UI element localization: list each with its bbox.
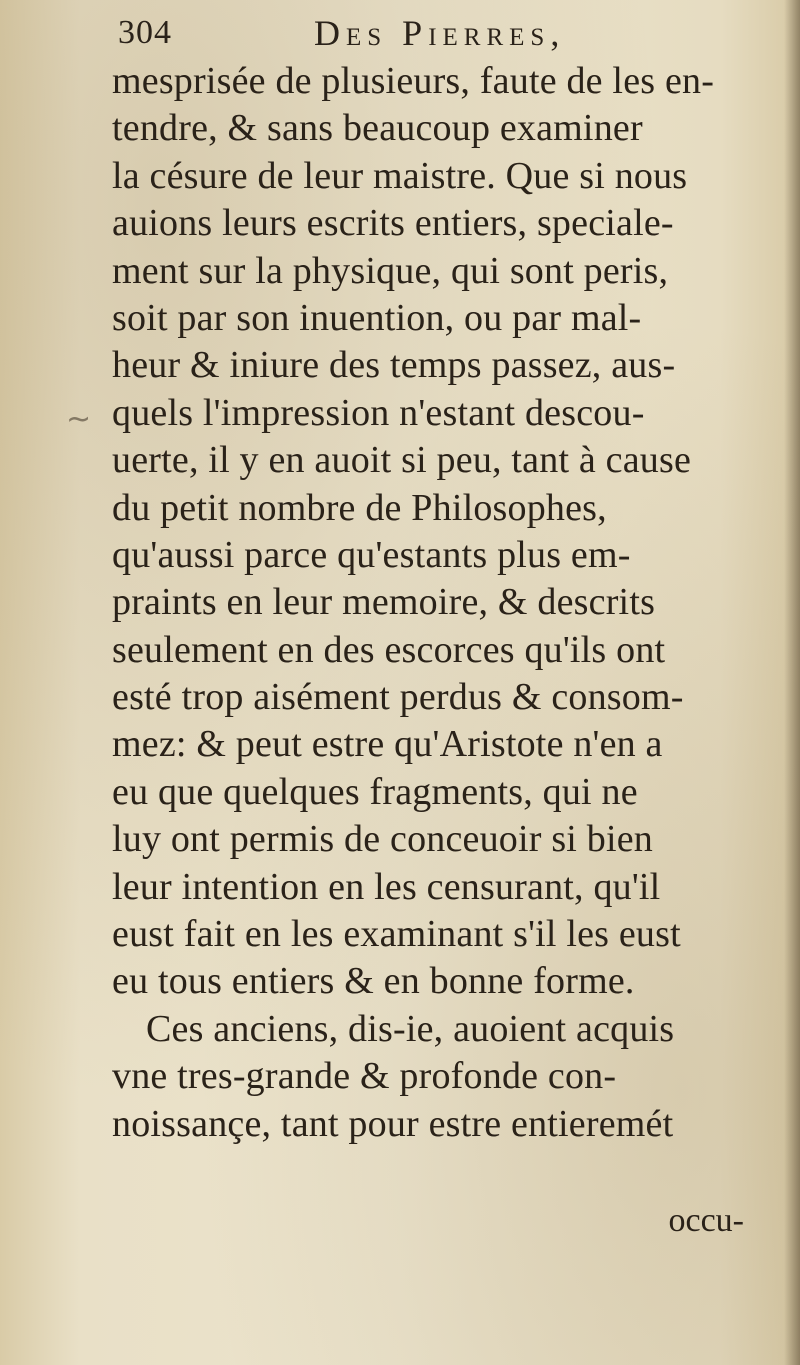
- body-text: [112, 58, 762, 1148]
- text-line: soit par son inuention, ou par mal-: [112, 296, 642, 339]
- text-line: mesprisée de plusieurs, faute de les en-: [112, 60, 715, 102]
- text-line: mez: & peut estre qu'Aristote n'en a: [112, 723, 663, 766]
- paragraph-start-line: Ces anciens, dis-ie, auoient acquis: [146, 1007, 675, 1050]
- text-line: vne tres-grande & profonde con-: [112, 1055, 617, 1098]
- text-line: eu tous entiers & en bonne forme.: [112, 960, 635, 1003]
- page-edge-shadow: [784, 0, 800, 1365]
- text-line: ment sur la physique, qui sont peris,: [112, 249, 669, 292]
- text-line: heur & iniure des temps passez, aus-: [112, 344, 676, 387]
- text-line: praints en leur memoire, & descrits: [112, 581, 656, 624]
- text-line: tendre, & sans beaucoup examiner: [112, 107, 643, 150]
- text-line: qu'aussi parce qu'estants plus em-: [112, 533, 631, 576]
- running-head: Des Pierres,: [314, 13, 566, 53]
- text-line: leur intention en les censurant, qu'il: [112, 865, 661, 908]
- text-line: esté trop aisément perdus & consom-: [112, 676, 684, 719]
- page-number: 304: [118, 14, 172, 51]
- text-line: uerte, il y en auoit si peu, tant à cause: [112, 439, 692, 482]
- text-line: luy ont permis de conceuoir si bien: [112, 818, 653, 861]
- text-line: seulement en des escorces qu'ils ont: [112, 628, 666, 671]
- text-line: eust fait en les examinant s'il les eust: [112, 913, 681, 956]
- page-header: [118, 10, 758, 60]
- text-line: eu que quelques fragments, qui ne: [112, 770, 638, 813]
- text-line: du petit nombre de Philosophes,: [112, 486, 607, 529]
- catchword: occu-: [668, 1202, 744, 1239]
- text-line: auions leurs escrits entiers, speciale-: [112, 202, 674, 245]
- text-line: la césure de leur maistre. Que si nous: [112, 154, 688, 197]
- text-line: noissançe, tant pour estre entieremét: [112, 1102, 674, 1145]
- text-line: quels l'impression n'estant descou-: [112, 391, 645, 434]
- margin-mark-tilde: ~: [66, 402, 92, 437]
